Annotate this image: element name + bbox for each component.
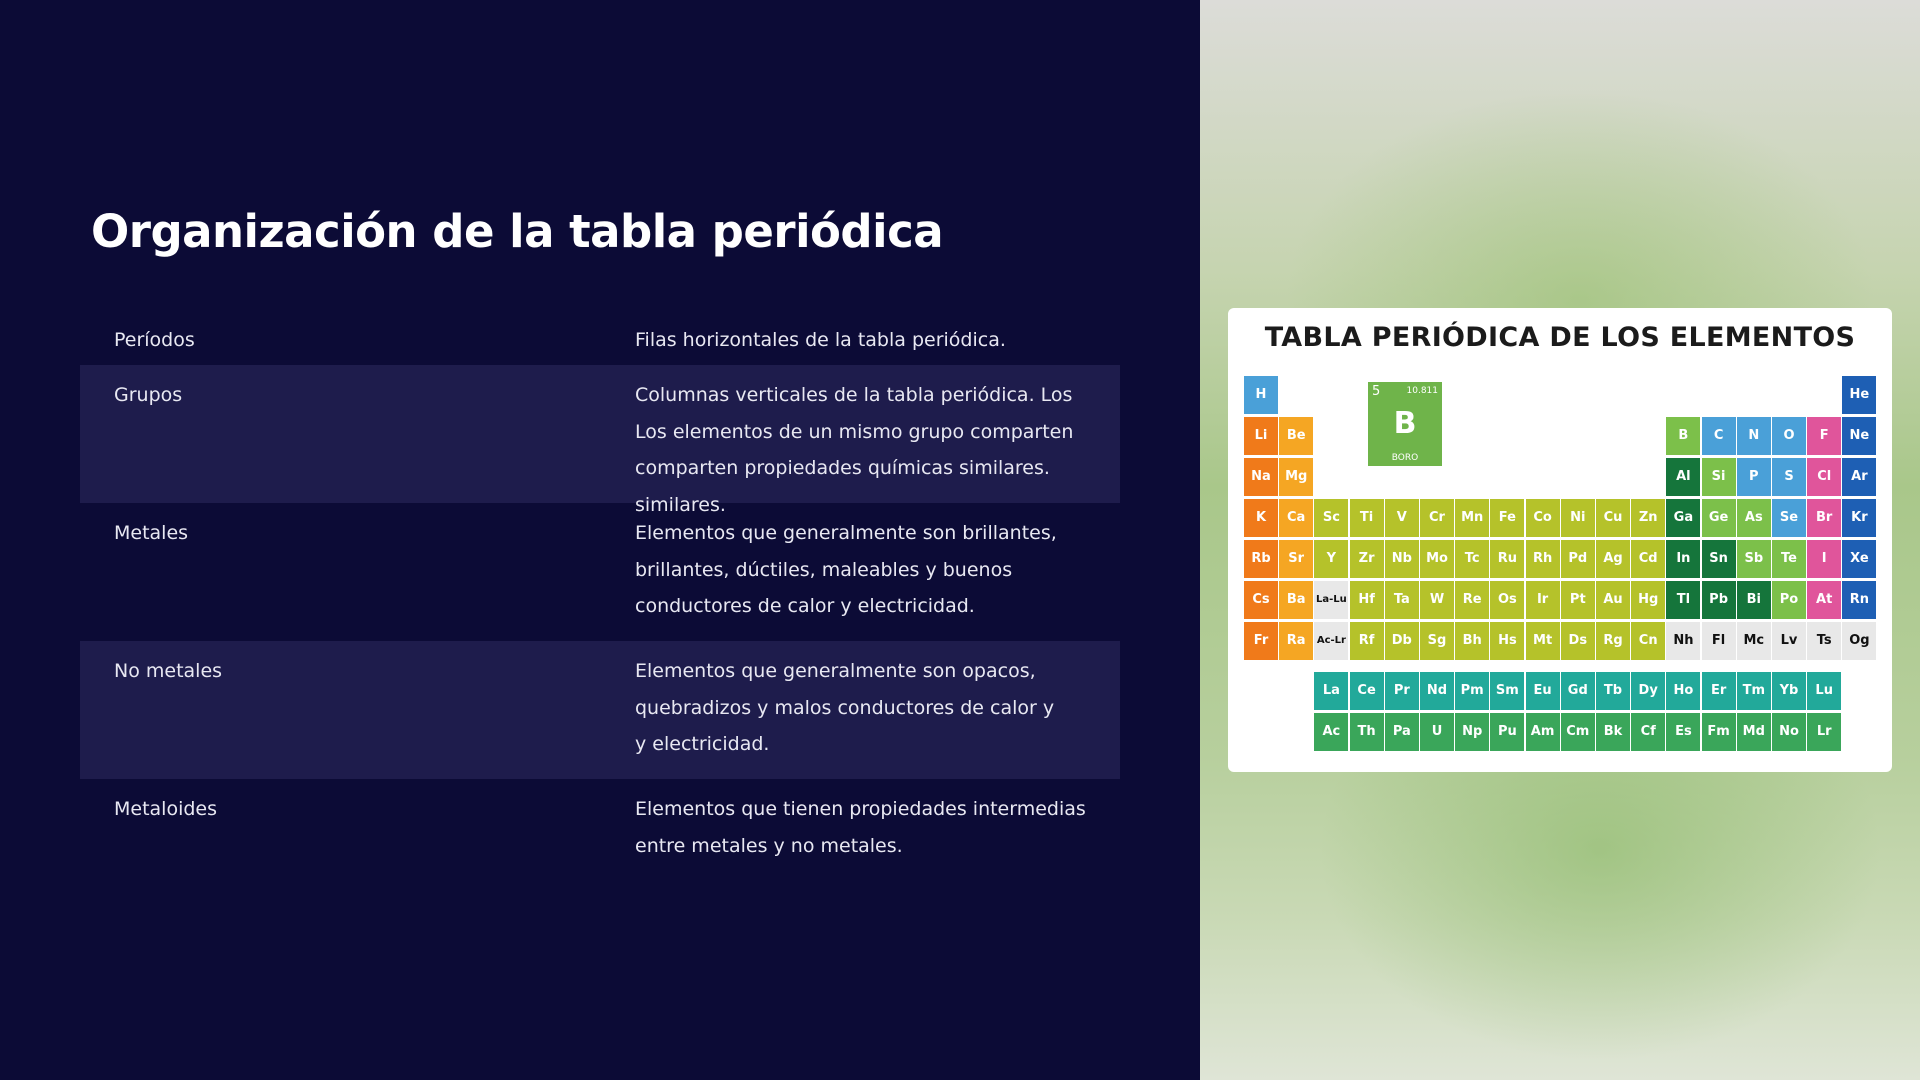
element-b: B [1666, 417, 1700, 455]
element-pt: Pt [1561, 581, 1595, 619]
row-description [635, 377, 1095, 523]
element-rf: Rf [1350, 622, 1384, 660]
element-cl: Cl [1807, 458, 1841, 496]
info-table [80, 310, 1120, 889]
element-ta: Ta [1385, 581, 1419, 619]
element-la: La [1314, 672, 1348, 710]
element-si: Si [1702, 458, 1736, 496]
element-i: I [1807, 540, 1841, 578]
element-in: In [1666, 540, 1700, 578]
table-row [80, 310, 1120, 365]
element-key [1368, 382, 1442, 466]
element-o: O [1772, 417, 1806, 455]
element-er: Er [1702, 672, 1736, 710]
element-p: P [1737, 458, 1771, 496]
element-n: N [1737, 417, 1771, 455]
element-pb: Pb [1702, 581, 1736, 619]
element-at: At [1807, 581, 1841, 619]
element-lu: Lu [1807, 672, 1841, 710]
element-ac-lr: Ac-Lr [1314, 622, 1348, 660]
element-v: V [1385, 499, 1419, 537]
element-se: Se [1772, 499, 1806, 537]
element-th: Th [1350, 713, 1384, 751]
element-ac: Ac [1314, 713, 1348, 751]
element-sm: Sm [1490, 672, 1524, 710]
element-rb: Rb [1244, 540, 1278, 578]
description-line: quebradizos y malos conductores de calor y [635, 696, 1055, 719]
element-nb: Nb [1385, 540, 1419, 578]
element-og: Og [1842, 622, 1876, 660]
element-br: Br [1807, 499, 1841, 537]
image-panel [1200, 0, 1920, 1080]
element-na: Na [1244, 458, 1278, 496]
element-eu: Eu [1526, 672, 1560, 710]
element-mt: Mt [1526, 622, 1560, 660]
element-fr: Fr [1244, 622, 1278, 660]
key-mass: 10.811 [1406, 386, 1438, 396]
element-ga: Ga [1666, 499, 1700, 537]
key-number: 5 [1372, 384, 1381, 399]
element-hs: Hs [1490, 622, 1524, 660]
element-os: Os [1490, 581, 1524, 619]
row-term: Períodos [114, 329, 195, 351]
element-tl: Tl [1666, 581, 1700, 619]
element-nh: Nh [1666, 622, 1700, 660]
element-np: Np [1455, 713, 1489, 751]
element-cu: Cu [1596, 499, 1630, 537]
description-line: entre metales y no metales. [635, 834, 903, 857]
element-ne: Ne [1842, 417, 1876, 455]
element-mn: Mn [1455, 499, 1489, 537]
element-sg: Sg [1420, 622, 1454, 660]
element-cf: Cf [1631, 713, 1665, 751]
element-ir: Ir [1526, 581, 1560, 619]
element-ag: Ag [1596, 540, 1630, 578]
element-rg: Rg [1596, 622, 1630, 660]
element-ho: Ho [1666, 672, 1700, 710]
row-term: Metales [114, 522, 189, 544]
element-pa: Pa [1385, 713, 1419, 751]
element-rn: Rn [1842, 581, 1876, 619]
element-pd: Pd [1561, 540, 1595, 578]
description-line: Elementos que tienen propiedades intermedias [635, 798, 1086, 820]
key-name: BORO [1391, 453, 1419, 463]
element-cr: Cr [1420, 499, 1454, 537]
element-he: He [1842, 376, 1876, 414]
element-md: Md [1737, 713, 1771, 751]
element-ra: Ra [1279, 622, 1313, 660]
description-line: comparten propiedades químicas similares. [635, 457, 1050, 479]
description-line: Elementos que generalmente son brillantes, [635, 522, 1057, 544]
table-row [80, 779, 1120, 889]
element-bk: Bk [1596, 713, 1630, 751]
element-yb: Yb [1772, 672, 1806, 710]
element-xe: Xe [1842, 540, 1876, 578]
element-ru: Ru [1490, 540, 1524, 578]
row-description [635, 515, 1095, 625]
element-sc: Sc [1314, 499, 1348, 537]
element-c: C [1702, 417, 1736, 455]
element-sn: Sn [1702, 540, 1736, 578]
element-am: Am [1526, 713, 1560, 751]
element-kr: Kr [1842, 499, 1876, 537]
element-y: Y [1314, 540, 1348, 578]
element-rh: Rh [1526, 540, 1560, 578]
description-line: Filas horizontales de la tabla periódica. [635, 329, 1006, 351]
row-term: No metales [114, 660, 223, 682]
element-es: Es [1666, 713, 1700, 751]
row-description [635, 322, 1095, 359]
element-sb: Sb [1737, 540, 1771, 578]
element-pm: Pm [1455, 672, 1489, 710]
element-h: H [1244, 376, 1278, 414]
table-row [80, 641, 1120, 779]
element-nd: Nd [1420, 672, 1454, 710]
element-re: Re [1455, 581, 1489, 619]
element-cn: Cn [1631, 622, 1665, 660]
row-term: Grupos [114, 384, 183, 406]
description-line: y electricidad. [635, 733, 770, 755]
element-mg: Mg [1279, 458, 1313, 496]
element-tm: Tm [1737, 672, 1771, 710]
element-te: Te [1772, 540, 1806, 578]
element-w: W [1420, 581, 1454, 619]
element-ce: Ce [1350, 672, 1384, 710]
element-fm: Fm [1702, 713, 1736, 751]
element-ti: Ti [1350, 499, 1384, 537]
element-ba: Ba [1279, 581, 1313, 619]
element-mc: Mc [1737, 622, 1771, 660]
key-symbol: B [1393, 406, 1417, 441]
element-f: F [1807, 417, 1841, 455]
description-line: Elementos que generalmente son opacos, [635, 660, 1036, 682]
element-ar: Ar [1842, 458, 1876, 496]
element-bh: Bh [1455, 622, 1489, 660]
row-term: Metaloides [114, 798, 218, 820]
slide-title: Organización de la tabla periódica [91, 205, 944, 258]
element-cs: Cs [1244, 581, 1278, 619]
row-description [635, 653, 1095, 763]
element-ge: Ge [1702, 499, 1736, 537]
element-fl: Fl [1702, 622, 1736, 660]
element-s: S [1772, 458, 1806, 496]
element-no: No [1772, 713, 1806, 751]
periodic-table-title: TABLA PERIÓDICA DE LOS ELEMENTOS [1264, 322, 1856, 353]
description-line: conductores de calor y electricidad. [635, 595, 975, 617]
element-hf: Hf [1350, 581, 1384, 619]
element-au: Au [1596, 581, 1630, 619]
element-dy: Dy [1631, 672, 1665, 710]
element-ca: Ca [1279, 499, 1313, 537]
element-fe: Fe [1490, 499, 1524, 537]
periodic-table-image [1228, 308, 1892, 772]
table-row [80, 503, 1120, 641]
element-sr: Sr [1279, 540, 1313, 578]
element-u: U [1420, 713, 1454, 751]
element-po: Po [1772, 581, 1806, 619]
element-cm: Cm [1561, 713, 1595, 751]
element-la-lu: La-Lu [1314, 581, 1348, 619]
element-ts: Ts [1807, 622, 1841, 660]
element-lr: Lr [1807, 713, 1841, 751]
element-pr: Pr [1385, 672, 1419, 710]
element-gd: Gd [1561, 672, 1595, 710]
element-zn: Zn [1631, 499, 1665, 537]
element-as: As [1737, 499, 1771, 537]
description-line: Columnas verticales de la tabla periódica. Los [635, 384, 1073, 406]
element-bi: Bi [1737, 581, 1771, 619]
description-line: Los elementos de un mismo grupo comparten [635, 420, 1074, 443]
element-li: Li [1244, 417, 1278, 455]
element-ds: Ds [1561, 622, 1595, 660]
description-line: similares. [635, 493, 726, 516]
row-description [635, 791, 1095, 864]
element-k: K [1244, 499, 1278, 537]
element-pu: Pu [1490, 713, 1524, 751]
element-cd: Cd [1631, 540, 1665, 578]
element-al: Al [1666, 458, 1700, 496]
element-ni: Ni [1561, 499, 1595, 537]
description-line: brillantes, dúctiles, maleables y buenos [635, 558, 1013, 581]
element-co: Co [1526, 499, 1560, 537]
element-tb: Tb [1596, 672, 1630, 710]
element-hg: Hg [1631, 581, 1665, 619]
element-mo: Mo [1420, 540, 1454, 578]
element-zr: Zr [1350, 540, 1384, 578]
periodic-table-grid [1228, 308, 1892, 772]
table-row [80, 365, 1120, 516]
element-be: Be [1279, 417, 1313, 455]
element-lv: Lv [1772, 622, 1806, 660]
element-tc: Tc [1455, 540, 1489, 578]
element-db: Db [1385, 622, 1419, 660]
